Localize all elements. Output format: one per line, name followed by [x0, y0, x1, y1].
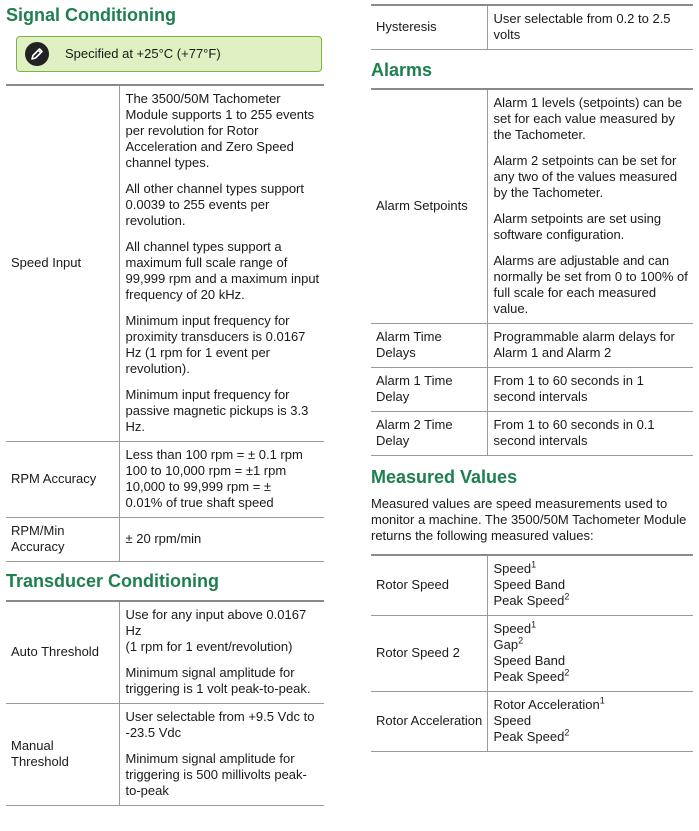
rpm-accuracy-value — [119, 442, 324, 518]
table-row — [6, 442, 324, 518]
transducer-conditioning-table — [6, 600, 324, 806]
table-row — [371, 5, 693, 50]
table-row — [371, 324, 693, 368]
speed-input-label: Speed Input — [6, 85, 119, 442]
auto-threshold-paragraph: Use for any input above 0.0167 Hz — [125, 607, 307, 638]
measured-values-heading: Measured Values — [371, 467, 518, 487]
manual-threshold-label: Manual Threshold — [6, 704, 119, 806]
measured-values-table — [371, 554, 693, 752]
speed-input-paragraph: All channel types support a maximum full scale range of 99,999 rpm and a maximum input frequency of 20 kHz. — [125, 239, 320, 302]
signal-conditioning-heading: Signal Conditioning — [6, 5, 176, 25]
table-row — [371, 368, 693, 412]
alarm-setpoints-paragraph: Alarm 1 levels (setpoints) can be set for each value measured by the Tachometer. — [493, 95, 683, 142]
alarm-time-delays-value: Programmable alarm delays for Alarm 1 and Alarm 2 — [487, 324, 693, 368]
speed-input-value — [119, 85, 324, 442]
hysteresis-value: User selectable from 0.2 to 2.5 volts — [487, 5, 693, 50]
measured-value-item: Peak Speed$^2$ — [493, 591, 570, 608]
specification-note — [16, 36, 322, 72]
alarm-2-time-delay-label: Alarm 2 Time Delay — [371, 412, 487, 456]
table-row — [6, 518, 324, 562]
measured-value-item: Speed Band — [493, 577, 566, 592]
left-column — [6, 0, 324, 806]
rpm-accuracy-line: 10,000 to 99,999 rpm = ± — [125, 479, 272, 494]
manual-threshold-value — [119, 704, 324, 806]
rpm-accuracy-line: Less than 100 rpm = ± 0.1 rpm — [125, 447, 303, 462]
manual-threshold-paragraph: User selectable from +9.5 Vdc to -23.5 Vdc — [125, 709, 315, 740]
alarm-time-delays-label: Alarm Time Delays — [371, 324, 487, 368]
hysteresis-table — [371, 4, 693, 50]
alarm-1-time-delay-label: Alarm 1 Time Delay — [371, 368, 487, 412]
rpm-accuracy-line: 0.01% of true shaft speed — [125, 495, 274, 510]
table-row — [371, 692, 693, 752]
auto-threshold-label: Auto Threshold — [6, 601, 119, 704]
alarm-setpoints-paragraph: Alarm setpoints are set using software configuration. — [493, 211, 662, 242]
measured-value-item: Peak Speed$^2$ — [493, 667, 570, 684]
auto-threshold-value — [119, 601, 324, 704]
measured-value-item: Speed$^1$ — [493, 619, 537, 636]
table-row — [371, 555, 693, 616]
table-row — [371, 412, 693, 456]
alarm-2-time-delay-value: From 1 to 60 seconds in 0.1 second intervals — [487, 412, 693, 456]
auto-threshold-paragraph: Minimum signal amplitude for triggering is 1 volt peak-to-peak. — [125, 665, 311, 696]
alarms-heading: Alarms — [371, 60, 433, 80]
speed-input-paragraph: The 3500/50M Tachometer Module supports 1 to 255 events per revolution for Rotor Acceleration and Zero Speed channel types. — [125, 91, 315, 170]
measured-value-item: Speed — [493, 713, 532, 728]
signal-conditioning-table — [6, 84, 324, 562]
speed-input-paragraph: All other channel types support 0.0039 to 255 events per revolution. — [125, 181, 304, 228]
rpm-accuracy-label: RPM Accuracy — [6, 442, 119, 518]
speed-input-paragraph: Minimum input frequency for passive magnetic pickups is 3.3 Hz. — [125, 387, 309, 434]
rotor-speed-value — [487, 555, 693, 616]
table-row — [371, 616, 693, 692]
measured-value-item: Rotor Acceleration$^1$ — [493, 695, 605, 712]
alarm-setpoints-value — [487, 89, 693, 324]
pencil-icon — [25, 42, 49, 66]
rpm-min-accuracy-label: RPM/Min Accuracy — [6, 518, 119, 562]
alarm-setpoints-paragraph: Alarm 2 setpoints can be set for any two of the values measured by the Tachometer. — [493, 153, 678, 200]
table-row — [6, 704, 324, 806]
rotor-speed-2-value — [487, 616, 693, 692]
measured-value-item: Speed$^1$ — [493, 559, 537, 576]
measured-value-item: Peak Speed$^2$ — [493, 727, 570, 744]
rotor-acceleration-label: Rotor Acceleration — [371, 692, 487, 752]
rotor-acceleration-value — [487, 692, 693, 752]
measured-value-item: Gap$^2$ — [493, 635, 524, 652]
hysteresis-label: Hysteresis — [371, 5, 487, 50]
table-row — [6, 601, 324, 704]
transducer-conditioning-heading: Transducer Conditioning — [6, 571, 220, 591]
rpm-min-accuracy-value: ± 20 rpm/min — [119, 518, 324, 562]
rotor-speed-label: Rotor Speed — [371, 555, 487, 616]
measured-values-intro: Measured values are speed measurements used to monitor a machine. The 3500/50M Tachometer Module returns the following measured values: — [371, 496, 687, 543]
alarms-table — [371, 88, 693, 456]
alarm-setpoints-label: Alarm Setpoints — [371, 89, 487, 324]
speed-input-paragraph: Minimum input frequency for proximity transducers is 0.0167 Hz (1 rpm for 1 event per revolution). — [125, 313, 306, 376]
rpm-accuracy-line: 100 to 10,000 rpm = ±1 rpm — [125, 463, 287, 478]
manual-threshold-paragraph: Minimum signal amplitude for triggering is 500 millivolts peak-to-peak — [125, 751, 307, 798]
right-column — [371, 0, 693, 752]
note-text: Specified at +25°C (+77°F) — [65, 46, 221, 61]
alarm-1-time-delay-value: From 1 to 60 seconds in 1 second intervals — [487, 368, 693, 412]
table-row — [371, 89, 693, 324]
rotor-speed-2-label: Rotor Speed 2 — [371, 616, 487, 692]
measured-value-item: Speed Band — [493, 653, 566, 668]
table-row — [6, 85, 324, 442]
alarm-setpoints-paragraph: Alarms are adjustable and can normally be set from 0 to 100% of full scale for each measured value. — [493, 253, 688, 316]
auto-threshold-paragraph: (1 rpm for 1 event/revolution) — [125, 639, 293, 654]
